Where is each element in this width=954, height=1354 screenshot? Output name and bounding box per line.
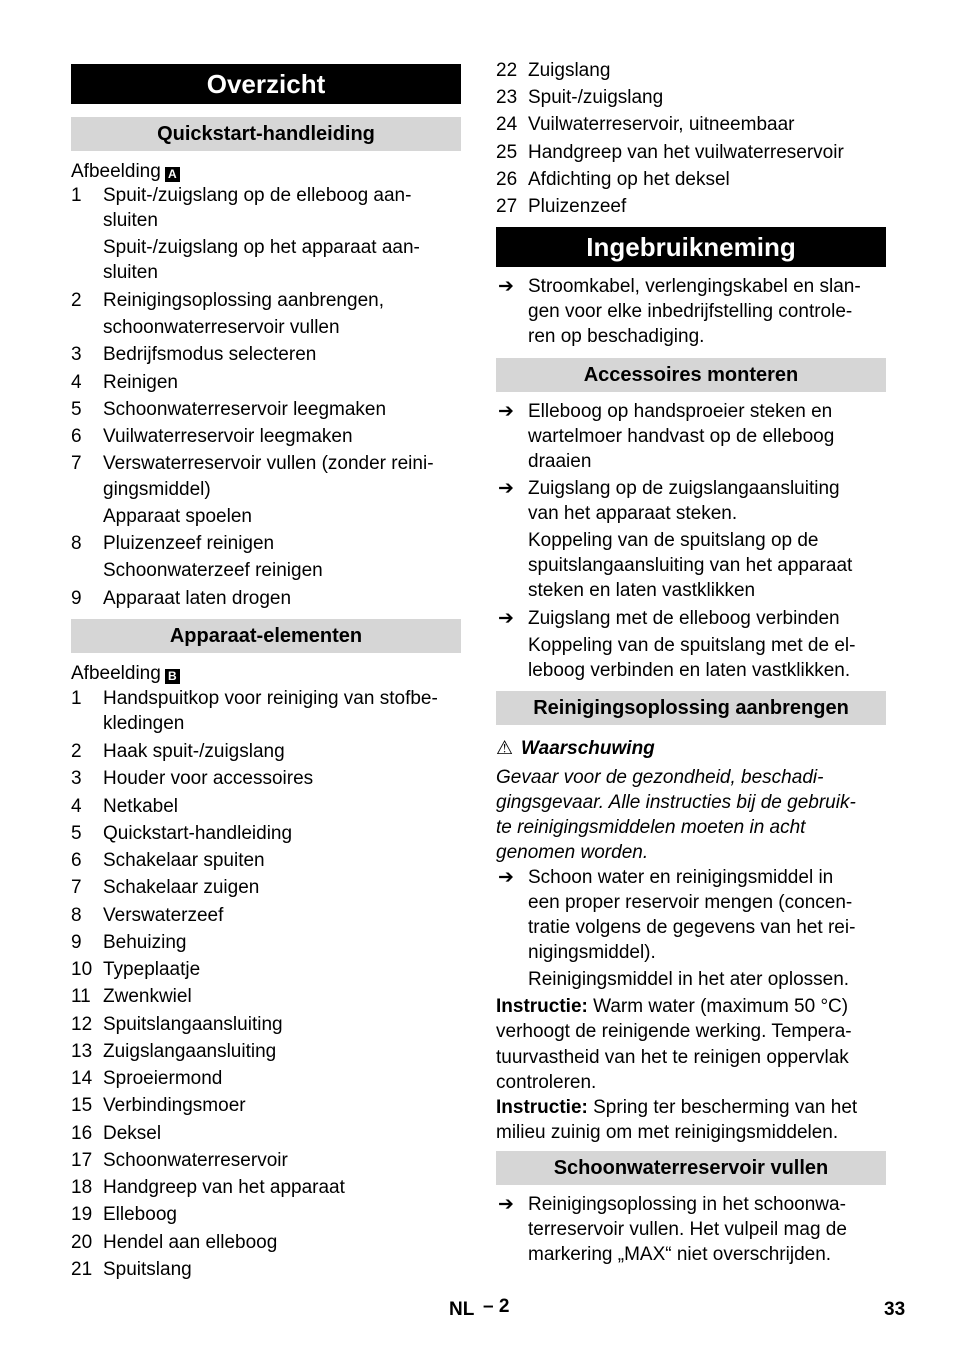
figure-a-icon: A — [165, 167, 180, 182]
step-line — [496, 967, 886, 992]
item-number: 19 — [71, 1204, 93, 1225]
step-text: Reinigingsmiddel in het ater oplossen. — [528, 969, 850, 990]
item-text: Reinigen — [103, 372, 178, 393]
subheading-apparaat-elementen: Apparaat-elementen — [71, 619, 461, 653]
item-text: Spuit-/zuigslang op de elleboog aan- — [103, 185, 412, 206]
item-text: Reinigingsoplossing aanbrengen, — [103, 290, 384, 311]
note-text: controleren. — [496, 1072, 597, 1093]
list-item — [71, 794, 461, 819]
list-item — [71, 1257, 461, 1282]
item-text: Apparaat spoelen — [103, 506, 252, 527]
step-text: leboog verbinden en laten vastklikken. — [528, 660, 851, 681]
text-line: te reinigingsmiddelen moeten in acht — [496, 817, 806, 838]
text-line: Gevaar voor de gezondheid, beschadi- — [496, 767, 824, 788]
list-item — [71, 930, 461, 955]
item-number: 2 — [71, 290, 82, 311]
item-number: 7 — [71, 877, 82, 898]
note-line — [496, 1120, 886, 1145]
step-line — [496, 399, 886, 424]
text-line: genomen worden. — [496, 842, 649, 863]
item-number: 23 — [496, 87, 518, 108]
item-text: Pluizenzeef — [528, 196, 627, 217]
warning-label: Waarschuwing — [521, 738, 655, 759]
note-text: Spring ter bescherming van het — [587, 1097, 858, 1118]
step-text: wartelmoer handvast op de elleboog — [528, 426, 835, 447]
item-text: Hendel aan elleboog — [103, 1232, 278, 1253]
figure-label: Afbeelding — [71, 161, 161, 182]
step-text: een proper reservoir mengen (concen- — [528, 892, 853, 913]
subheading-accessoires: Accessoires monteren — [496, 358, 886, 392]
step-line — [496, 274, 886, 299]
list-item — [71, 531, 461, 556]
step-line — [496, 940, 886, 965]
footer-local-page: – 2 — [483, 1296, 510, 1317]
item-text: Handgreep van het apparaat — [103, 1177, 345, 1198]
step-text: Zuigslang op de zuigslangaansluiting — [528, 478, 840, 499]
item-number: 7 — [71, 453, 82, 474]
item-text: Verbindingsmoer — [103, 1095, 246, 1116]
step-line — [496, 501, 886, 526]
item-text: Zuigslang — [528, 60, 611, 81]
list-item — [71, 1039, 461, 1064]
list-item — [71, 342, 461, 367]
item-text: Handspuitkop voor reiniging van stofbe- — [103, 688, 438, 709]
item-text: Houder voor accessoires — [103, 768, 314, 789]
item-text: Quickstart-handleiding — [103, 823, 293, 844]
list-item — [71, 315, 461, 340]
list-item — [71, 1202, 461, 1227]
item-text: Zuigslangaansluiting — [103, 1041, 277, 1062]
item-text: kledingen — [103, 713, 185, 734]
list-item — [71, 477, 461, 502]
note-label: Instructie: — [496, 996, 588, 1017]
item-text: Handgreep van het vuilwaterreservoir — [528, 142, 844, 163]
item-text: schoonwaterreservoir vullen — [103, 317, 340, 338]
step-line — [496, 1192, 886, 1217]
item-number: 18 — [71, 1177, 93, 1198]
item-number: 6 — [71, 426, 82, 447]
item-text: Spuit-/zuigslang — [528, 87, 664, 108]
footer-language: NL — [449, 1299, 475, 1320]
item-number: 6 — [71, 850, 82, 871]
list-item — [71, 586, 461, 611]
item-number: 2 — [71, 741, 82, 762]
item-text: Schoonwaterzeef reinigen — [103, 560, 323, 581]
arrow-right-icon: ➔ — [498, 401, 514, 422]
note-line — [496, 1045, 886, 1070]
step-line — [496, 606, 886, 631]
item-number: 8 — [71, 533, 82, 554]
arrow-right-icon: ➔ — [498, 276, 514, 297]
note-line — [496, 1019, 886, 1044]
figure-reference-b — [71, 661, 461, 686]
list-item — [496, 167, 886, 192]
item-text: Verswaterreservoir vullen (zonder reini- — [103, 453, 434, 474]
item-text: Elleboog — [103, 1204, 177, 1225]
item-number: 25 — [496, 142, 518, 163]
item-number: 3 — [71, 344, 82, 365]
step-text: spuitslangaansluiting van het apparaat — [528, 555, 853, 576]
item-number: 12 — [71, 1014, 93, 1035]
item-text: sluiten — [103, 262, 158, 283]
list-item — [496, 194, 886, 219]
item-number: 5 — [71, 399, 82, 420]
item-number: 16 — [71, 1123, 93, 1144]
arrow-right-icon: ➔ — [498, 1194, 514, 1215]
list-item — [71, 183, 461, 208]
step-text: gen voor elke inbedrijfstelling controle- — [528, 301, 853, 322]
step-line — [496, 578, 886, 603]
list-item — [496, 85, 886, 110]
step-text: ren op beschadiging. — [528, 326, 705, 347]
step-line — [496, 915, 886, 940]
step-text: Stroomkabel, verlengingskabel en slan- — [528, 276, 861, 297]
item-text: Spuitslangaansluiting — [103, 1014, 283, 1035]
step-text: tratie volgens de gegevens van het rei- — [528, 917, 856, 938]
list-item — [71, 766, 461, 791]
list-item — [71, 424, 461, 449]
step-text: Schoon water en reinigingsmiddel in — [528, 867, 834, 888]
text-line: gingsgevaar. Alle instructies bij de gebruik- — [496, 792, 856, 813]
item-number: 1 — [71, 185, 82, 206]
item-text: Schoonwaterreservoir — [103, 1150, 288, 1171]
list-item — [71, 1066, 461, 1091]
item-number: 13 — [71, 1041, 93, 1062]
list-item — [496, 112, 886, 137]
note-line — [496, 1070, 886, 1095]
list-item — [496, 140, 886, 165]
list-item — [71, 208, 461, 233]
item-number: 20 — [71, 1232, 93, 1253]
item-text: Schakelaar zuigen — [103, 877, 260, 898]
step-line — [496, 476, 886, 501]
item-text: sluiten — [103, 210, 158, 231]
list-item — [71, 875, 461, 900]
list-item — [71, 686, 461, 711]
section-title-overzicht: Overzicht — [71, 64, 461, 104]
figure-label: Afbeelding — [71, 663, 161, 684]
step-line — [496, 449, 886, 474]
step-line — [496, 424, 886, 449]
note-text: tuurvastheid van het te reinigen oppervlak — [496, 1047, 849, 1068]
item-number: 1 — [71, 688, 82, 709]
item-text: Afdichting op het deksel — [528, 169, 730, 190]
list-item — [71, 397, 461, 422]
list-item — [71, 1175, 461, 1200]
item-number: 26 — [496, 169, 518, 190]
item-text: Zwenkwiel — [103, 986, 192, 1007]
step-text: Koppeling van de spuitslang op de — [528, 530, 819, 551]
note-text: verhoogt de reinigende werking. Tempera- — [496, 1021, 852, 1042]
list-item — [71, 957, 461, 982]
warning-heading — [496, 736, 886, 761]
list-item — [71, 848, 461, 873]
step-line — [496, 1217, 886, 1242]
step-line — [496, 633, 886, 658]
item-text: gingsmiddel) — [103, 479, 211, 500]
section-title-ingebruikneming: Ingebruikneming — [496, 227, 886, 267]
item-text: Typeplaatje — [103, 959, 201, 980]
item-text: Haak spuit-/zuigslang — [103, 741, 285, 762]
note-label: Instructie: — [496, 1097, 588, 1118]
item-text: Schakelaar spuiten — [103, 850, 265, 871]
item-number: 3 — [71, 768, 82, 789]
item-text: Netkabel — [103, 796, 178, 817]
note-line — [496, 1095, 886, 1120]
list-item — [71, 1148, 461, 1173]
step-text: Reinigingsoplossing in het schoonwa- — [528, 1194, 846, 1215]
item-number: 24 — [496, 114, 518, 135]
item-number: 5 — [71, 823, 82, 844]
list-item — [496, 58, 886, 83]
step-line — [496, 1242, 886, 1267]
list-item — [71, 288, 461, 313]
step-line — [496, 658, 886, 683]
step-text: terreservoir vullen. Het vulpeil mag de — [528, 1219, 847, 1240]
step-line — [496, 865, 886, 890]
list-item — [71, 1121, 461, 1146]
item-number: 9 — [71, 932, 82, 953]
step-text: Koppeling van de spuitslang met de el- — [528, 635, 856, 656]
item-text: Pluizenzeef reinigen — [103, 533, 275, 554]
list-item — [71, 984, 461, 1009]
item-number: 8 — [71, 905, 82, 926]
list-item — [71, 370, 461, 395]
item-number: 11 — [71, 986, 91, 1007]
figure-reference-a — [71, 159, 461, 184]
item-text: Behuizing — [103, 932, 187, 953]
step-text: steken en laten vastklikken — [528, 580, 756, 601]
subheading-schoonwaterreservoir: Schoonwaterreservoir vullen — [496, 1151, 886, 1185]
step-line — [496, 890, 886, 915]
list-item — [71, 260, 461, 285]
item-text: Spuit-/zuigslang op het apparaat aan- — [103, 237, 420, 258]
note-text: milieu zuinig om met reinigingsmiddelen. — [496, 1122, 839, 1143]
item-number: 4 — [71, 796, 82, 817]
step-line — [496, 299, 886, 324]
step-text: nigingsmiddel). — [528, 942, 656, 963]
item-number: 10 — [71, 959, 93, 980]
step-text: draaien — [528, 451, 592, 472]
item-text: Apparaat laten drogen — [103, 588, 292, 609]
list-item — [71, 1012, 461, 1037]
item-number: 17 — [71, 1150, 93, 1171]
step-line — [496, 553, 886, 578]
item-number: 21 — [71, 1259, 93, 1280]
list-item — [71, 504, 461, 529]
arrow-right-icon: ➔ — [498, 478, 514, 499]
note-text: Warm water (maximum 50 °C) — [587, 996, 849, 1017]
step-line — [496, 528, 886, 553]
step-text: Zuigslang met de elleboog verbinden — [528, 608, 840, 629]
list-item — [71, 903, 461, 928]
item-text: Spuitslang — [103, 1259, 192, 1280]
footer-page-number: 33 — [884, 1299, 906, 1320]
step-text: van het apparaat steken. — [528, 503, 738, 524]
item-number: 15 — [71, 1095, 93, 1116]
item-number: 9 — [71, 588, 82, 609]
item-text: Schoonwaterreservoir leegmaken — [103, 399, 387, 420]
list-item — [71, 711, 461, 736]
item-number: 4 — [71, 372, 82, 393]
list-item — [71, 1230, 461, 1255]
item-text: Deksel — [103, 1123, 162, 1144]
item-number: 14 — [71, 1068, 93, 1089]
arrow-right-icon: ➔ — [498, 608, 514, 629]
item-text: Bedrijfsmodus selecteren — [103, 344, 317, 365]
step-text: markering „MAX“ niet overschrijden. — [528, 1244, 832, 1265]
step-text: Elleboog op handsproeier steken en — [528, 401, 833, 422]
step-line — [496, 324, 886, 349]
note-line — [496, 994, 886, 1019]
list-item — [71, 821, 461, 846]
item-number: 22 — [496, 60, 518, 81]
list-item — [71, 1093, 461, 1118]
warning-triangle-icon: ⚠ — [496, 738, 514, 759]
list-item — [71, 558, 461, 583]
subheading-quickstart: Quickstart-handleiding — [71, 117, 461, 151]
subheading-reinigingsoplossing: Reinigingsoplossing aanbrengen — [496, 691, 886, 725]
item-text: Sproeiermond — [103, 1068, 223, 1089]
list-item — [71, 235, 461, 260]
item-text: Verswaterzeef — [103, 905, 224, 926]
item-text: Vuilwaterreservoir leegmaken — [103, 426, 353, 447]
arrow-right-icon: ➔ — [498, 867, 514, 888]
item-text: Vuilwaterreservoir, uitneembaar — [528, 114, 795, 135]
list-item — [71, 451, 461, 476]
figure-b-icon: B — [165, 669, 180, 684]
list-item — [71, 739, 461, 764]
item-number: 27 — [496, 196, 518, 217]
